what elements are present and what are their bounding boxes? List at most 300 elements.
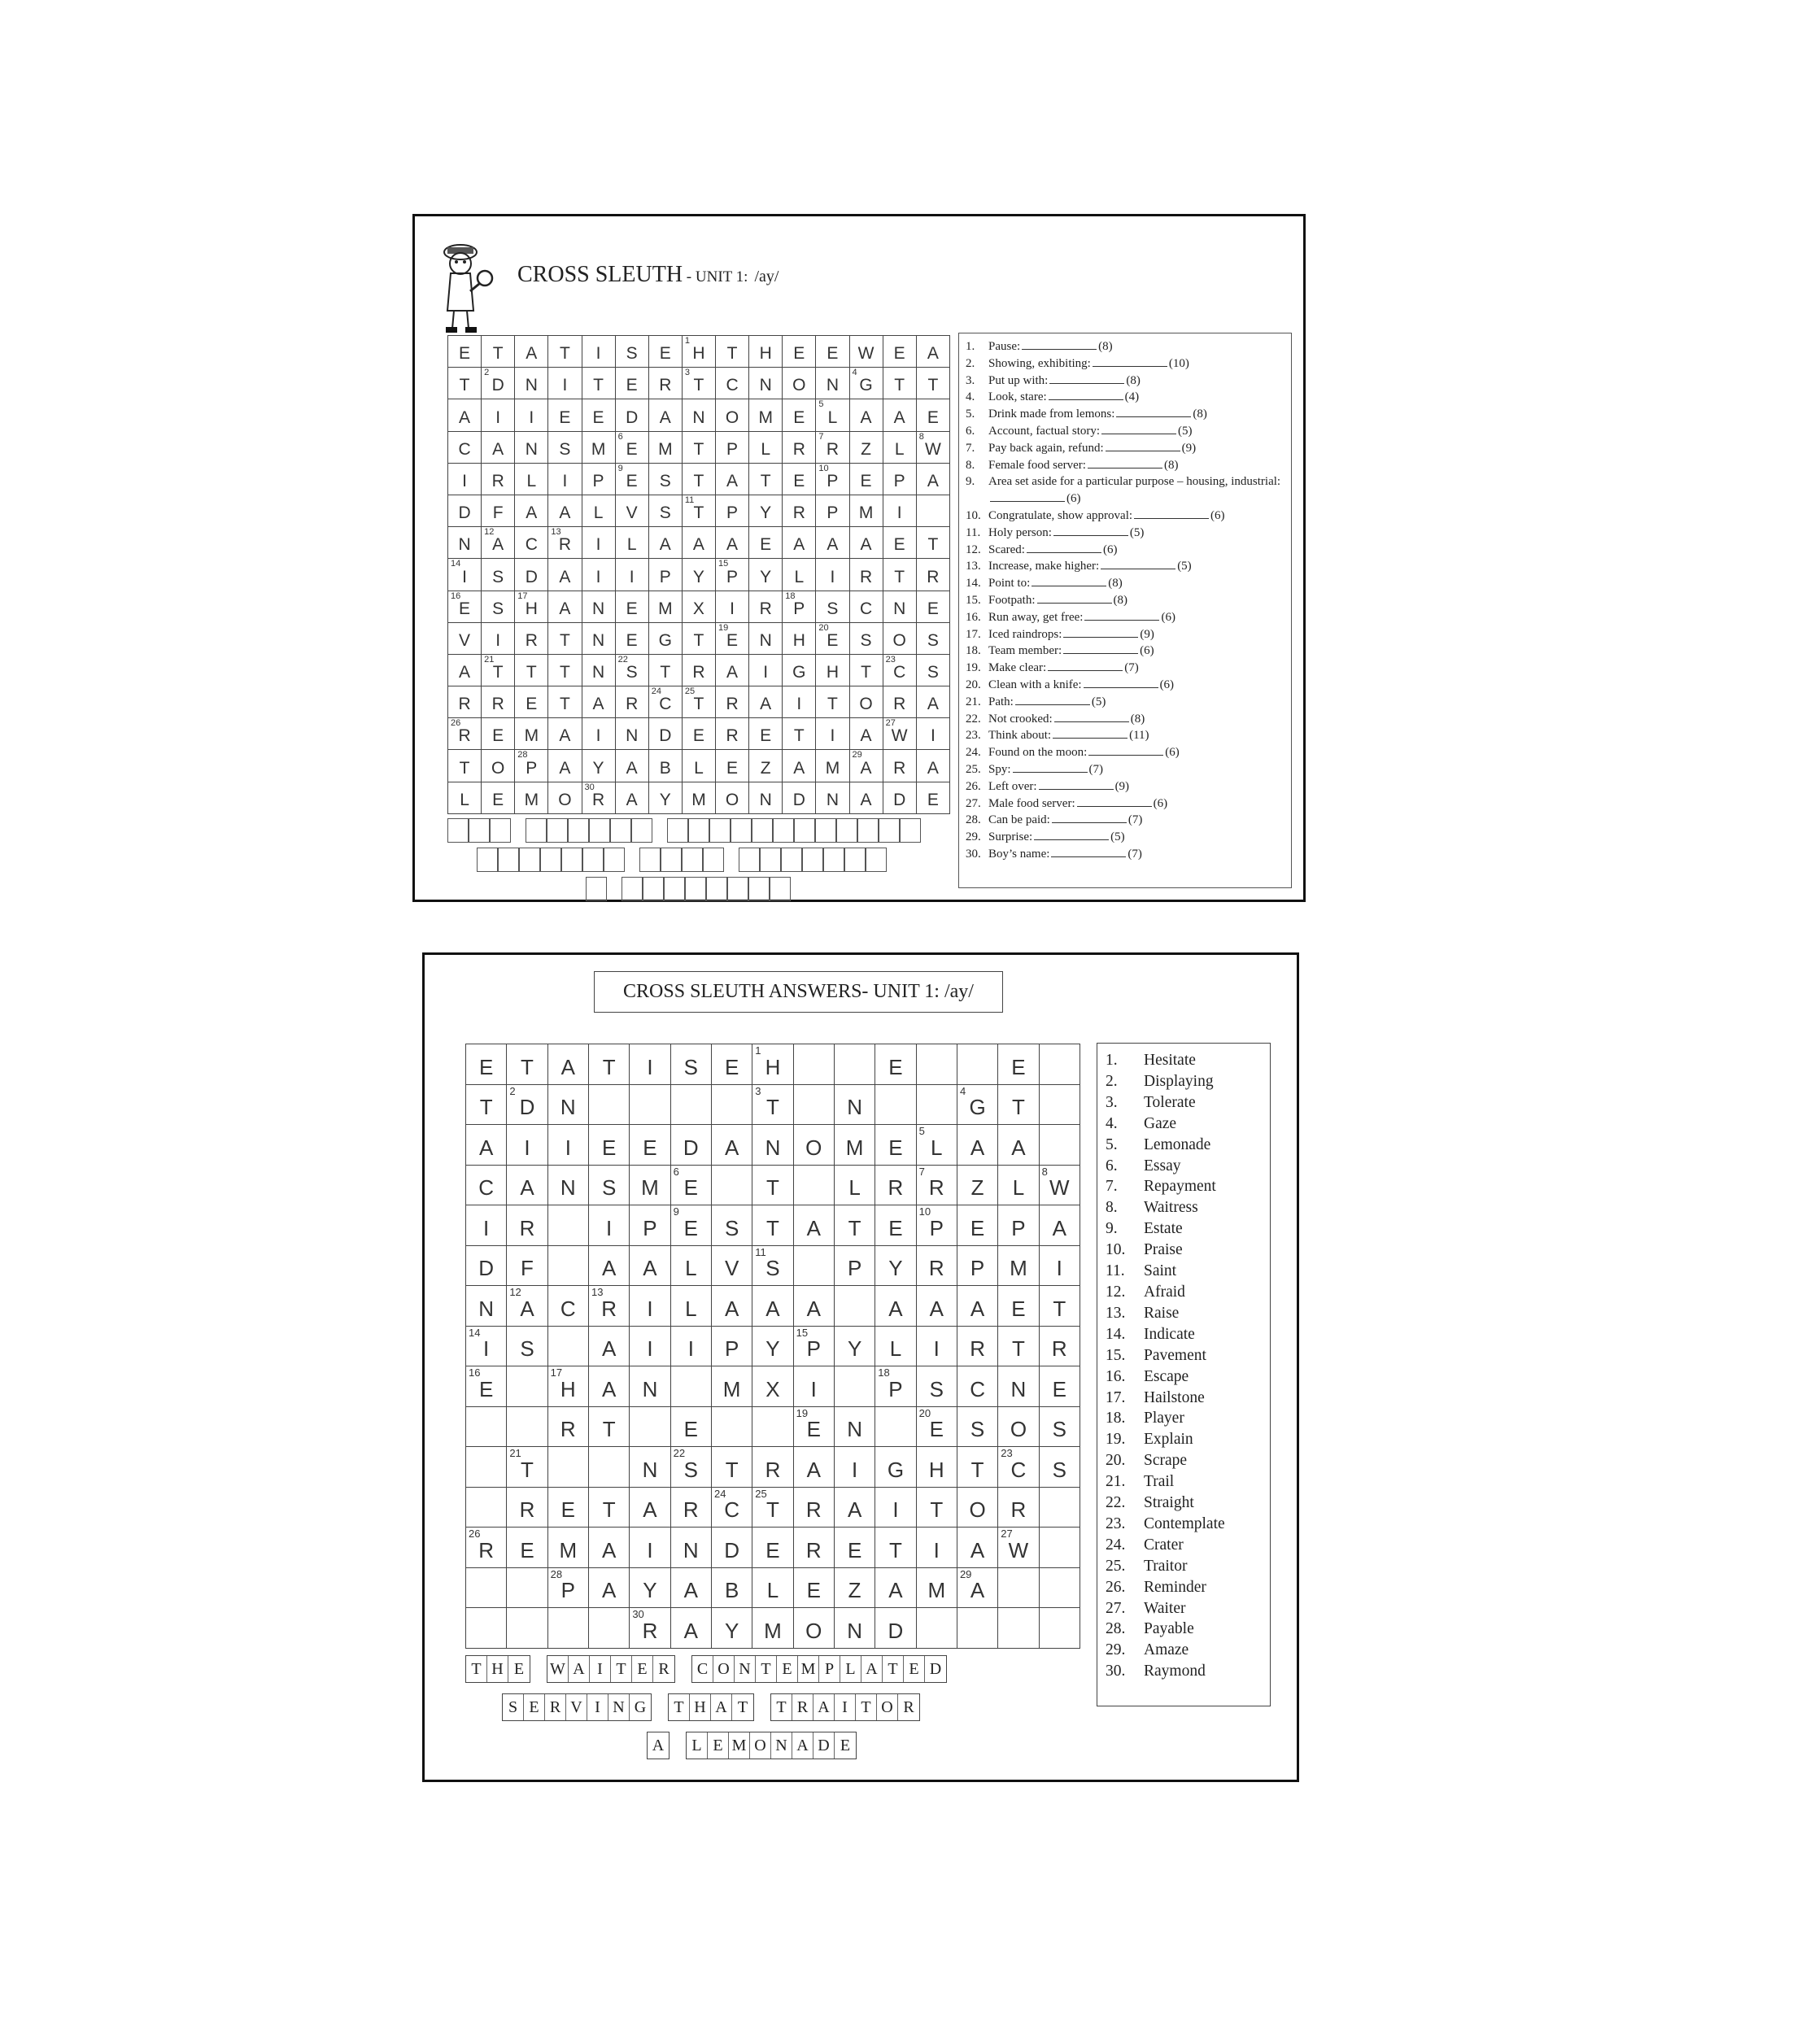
- grid-letter: C: [458, 439, 471, 459]
- answer-word: Escape: [1144, 1367, 1189, 1385]
- grid-cell: [752, 1084, 793, 1125]
- answer-letter-box[interactable]: [815, 818, 836, 843]
- answer-word: Hailstone: [1144, 1388, 1205, 1406]
- grid-cell: [783, 463, 816, 495]
- grid-letter: N: [1010, 1376, 1027, 1401]
- message-letter: P: [819, 1656, 840, 1682]
- clue-length: (9): [1181, 441, 1197, 455]
- grid-letter: S: [929, 1376, 944, 1401]
- answer-blank[interactable]: [1084, 677, 1158, 688]
- answer-blank[interactable]: [1037, 592, 1112, 604]
- answer-letter-box[interactable]: [477, 848, 498, 872]
- answer-blank[interactable]: [1027, 542, 1101, 553]
- grid-cell: [711, 1125, 752, 1166]
- grid-cell: [482, 399, 515, 431]
- answer-blank[interactable]: [1101, 423, 1176, 434]
- answer-blank[interactable]: [1049, 373, 1124, 384]
- answer-letter-box[interactable]: [561, 848, 582, 872]
- answer-letter-box[interactable]: [748, 877, 770, 901]
- answer-blank[interactable]: [1116, 406, 1191, 417]
- message-word: [465, 1655, 530, 1683]
- answer-blank[interactable]: [1063, 626, 1138, 638]
- grid-letter: C: [859, 599, 873, 618]
- grid-letter: T: [930, 1497, 944, 1523]
- puzzle-letter-grid: [447, 335, 950, 814]
- grid-letter: T: [1011, 1095, 1025, 1120]
- message-row-2: [502, 1693, 936, 1721]
- clue-length: (8): [1193, 407, 1207, 421]
- grid-cell: [883, 686, 916, 718]
- grid-row: [448, 686, 950, 718]
- answer-word: Explain: [1144, 1431, 1193, 1449]
- answer-letter-box[interactable]: [857, 818, 879, 843]
- grid-cell: [749, 782, 783, 813]
- answer-letter-box[interactable]: [879, 818, 900, 843]
- grid-cell: [834, 1286, 875, 1327]
- clue-number: 9: [673, 1205, 679, 1218]
- grid-letter: E: [626, 439, 638, 459]
- grid-cell: [582, 527, 615, 559]
- grid-letter: T: [521, 1054, 534, 1079]
- clue-item: [966, 338, 1285, 355]
- grid-letter: I: [529, 407, 534, 427]
- message-letter: A: [652, 1737, 665, 1754]
- answer-blank[interactable]: [990, 490, 1065, 502]
- grid-cell: [547, 1044, 588, 1085]
- answer-num: 9.: [1106, 1220, 1118, 1238]
- grid-letter: T: [693, 439, 704, 459]
- answer-letter-box[interactable]: [709, 818, 731, 843]
- grid-cell: [916, 654, 949, 686]
- grid-cell: [883, 782, 916, 813]
- grid-letter: T: [1011, 1336, 1025, 1362]
- answer-blank[interactable]: [1013, 761, 1088, 773]
- grid-letter: I: [495, 407, 501, 427]
- answer-letter-box[interactable]: [739, 848, 760, 872]
- grid-letter: P: [592, 471, 604, 490]
- answer-num: 5.: [1106, 1135, 1118, 1153]
- answer-item: [1106, 1114, 1262, 1135]
- grid-letter: A: [970, 1578, 985, 1603]
- grid-letter: C: [560, 1296, 576, 1321]
- grid-letter: P: [526, 758, 538, 778]
- grid-letter: I: [595, 726, 601, 746]
- clue-number: 6: [617, 431, 623, 442]
- grid-cell: [783, 368, 816, 399]
- grid-cell: [582, 463, 615, 495]
- grid-cell: [507, 1608, 547, 1649]
- grid-letter: I: [562, 471, 568, 490]
- answer-letter-box[interactable]: [706, 877, 727, 901]
- answer-num: 27.: [1106, 1599, 1126, 1617]
- grid-letter: S: [492, 599, 504, 618]
- answer-letter-box[interactable]: [540, 848, 561, 872]
- grid-letter: Z: [848, 1578, 861, 1603]
- answer-blank[interactable]: [1049, 389, 1123, 400]
- clue-number: 17: [517, 591, 528, 601]
- answer-num: 25.: [1106, 1557, 1126, 1575]
- grid-cell: [793, 1245, 834, 1286]
- grid-cell: [515, 654, 548, 686]
- answer-item: [1106, 1261, 1262, 1282]
- grid-cell: [630, 1447, 670, 1488]
- grid-cell: [783, 750, 816, 782]
- answer-item: [1106, 1661, 1262, 1682]
- clue-label: Female food server:: [988, 458, 1086, 472]
- grid-cell: [1039, 1447, 1080, 1488]
- answer-letter-box[interactable]: [866, 848, 887, 872]
- answer-letter-box[interactable]: [447, 818, 469, 843]
- message-letter: D: [929, 1660, 942, 1678]
- grid-letter: I: [647, 1296, 653, 1321]
- answer-letter-box[interactable]: [685, 877, 706, 901]
- answer-letter-box[interactable]: [802, 848, 823, 872]
- answer-word: Waitress: [1144, 1199, 1198, 1217]
- grid-cell: [1039, 1084, 1080, 1125]
- grid-letter: I: [565, 1135, 571, 1160]
- answer-letter-box[interactable]: [498, 848, 519, 872]
- answer-letter-box[interactable]: [622, 877, 643, 901]
- answer-letter-box[interactable]: [586, 877, 607, 901]
- grid-letter: I: [892, 1497, 899, 1523]
- grid-cell: [507, 1406, 547, 1447]
- answer-blank[interactable]: [1106, 440, 1180, 451]
- clue-label: Look, stare:: [988, 390, 1047, 404]
- answer-letter-box[interactable]: [667, 818, 688, 843]
- clue-num: 13.: [966, 560, 981, 573]
- answer-letter-box[interactable]: [547, 818, 568, 843]
- grid-cell: [749, 399, 783, 431]
- grid-cell: [916, 1487, 957, 1528]
- grid-letter: R: [683, 1497, 699, 1523]
- grid-cell: [630, 1286, 670, 1327]
- grid-cell: [883, 591, 916, 622]
- grid-letter: S: [765, 1256, 780, 1281]
- grid-letter: N: [847, 1417, 862, 1442]
- grid-letter: S: [659, 503, 671, 523]
- grid-letter: D: [491, 376, 504, 395]
- grid-letter: Y: [847, 1336, 862, 1362]
- answer-letter-box[interactable]: [688, 818, 709, 843]
- answer-letter-box[interactable]: [589, 818, 610, 843]
- clue-number: 21: [509, 1447, 521, 1460]
- grid-cell: [849, 622, 883, 654]
- grid-letter: A: [659, 407, 671, 427]
- grid-letter: L: [794, 567, 805, 586]
- grid-letter: T: [459, 376, 470, 395]
- answer-letter-box[interactable]: [760, 848, 781, 872]
- clue-number: 15: [718, 559, 729, 569]
- answer-letter-box[interactable]: [703, 848, 724, 872]
- grid-row: [448, 431, 950, 463]
- grid-cell: [749, 559, 783, 591]
- grid-cell: [1039, 1286, 1080, 1327]
- answer-num: 13.: [1106, 1304, 1126, 1322]
- clue-text: [988, 473, 1285, 508]
- answer-letter-box[interactable]: [752, 818, 773, 843]
- answer-letter-box[interactable]: [731, 818, 752, 843]
- grid-letter: A: [726, 535, 739, 555]
- grid-cell: [482, 591, 515, 622]
- grid-row: [466, 1487, 1080, 1528]
- grid-cell: [834, 1245, 875, 1286]
- grid-letter: D: [525, 567, 538, 586]
- grid-letter: T: [560, 695, 570, 714]
- message-letter: E: [513, 1660, 525, 1678]
- answer-blank[interactable]: [1088, 744, 1163, 756]
- answer-blank[interactable]: [1077, 795, 1152, 807]
- grid-letter: G: [859, 376, 873, 395]
- clue-text: [988, 355, 1285, 373]
- grid-cell: [752, 1608, 793, 1649]
- answer-letter-box[interactable]: [643, 877, 664, 901]
- grid-letter: C: [478, 1175, 495, 1201]
- clue-item: [966, 355, 1285, 373]
- grid-cell: [448, 750, 482, 782]
- grid-letter: Y: [643, 1578, 657, 1603]
- clue-text: [988, 423, 1285, 440]
- grid-cell: [816, 368, 849, 399]
- grid-letter: C: [659, 695, 672, 714]
- grid-cell: [630, 1406, 670, 1447]
- grid-letter: R: [970, 1336, 985, 1362]
- grid-letter: T: [602, 1417, 616, 1442]
- grid-letter: E: [927, 407, 939, 427]
- clue-label: Think about:: [988, 729, 1052, 743]
- grid-cell: [816, 559, 849, 591]
- grid-row: [466, 1447, 1080, 1488]
- grid-letter: A: [559, 567, 571, 586]
- answer-letter-box[interactable]: [631, 818, 652, 843]
- clue-label: Pay back again, refund:: [988, 441, 1104, 455]
- answer-blank[interactable]: [1052, 812, 1127, 823]
- message-word: [668, 1693, 754, 1721]
- grid-letter: S: [559, 439, 571, 459]
- clue-number: 28: [517, 750, 528, 761]
- grid-letter: E: [1011, 1054, 1026, 1079]
- clue-length: (7): [1127, 813, 1143, 827]
- grid-letter: T: [459, 758, 470, 778]
- answer-num: 23.: [1106, 1514, 1126, 1532]
- grid-row: [448, 368, 950, 399]
- grid-letter: I: [933, 1336, 940, 1362]
- answer-blank[interactable]: [1093, 355, 1167, 367]
- grid-letter: N: [683, 1537, 699, 1562]
- answer-num: 28.: [1106, 1620, 1126, 1638]
- clue-item: [966, 761, 1285, 778]
- clue-text: [988, 711, 1285, 728]
- answer-letter-box[interactable]: [661, 848, 682, 872]
- answer-letter-box[interactable]: [727, 877, 748, 901]
- grid-cell: [957, 1406, 997, 1447]
- answer-letter-box[interactable]: [900, 818, 921, 843]
- grid-cell: [883, 368, 916, 399]
- answer-letter-box[interactable]: [794, 818, 815, 843]
- grid-letter: N: [478, 1296, 495, 1321]
- grid-cell: [875, 1567, 916, 1608]
- answer-blank[interactable]: [1054, 711, 1129, 722]
- grid-cell: [482, 686, 515, 718]
- grid-row: [448, 527, 950, 559]
- grid-letter: I: [830, 567, 835, 586]
- grid-letter: N: [591, 663, 605, 682]
- grid-letter: R: [765, 1457, 781, 1482]
- grid-cell: [615, 718, 648, 750]
- answer-blank[interactable]: [1053, 525, 1128, 536]
- grid-letter: L: [1012, 1175, 1025, 1201]
- grid-cell: [682, 527, 715, 559]
- grid-cell: [515, 495, 548, 526]
- grid-letter: N: [692, 407, 705, 427]
- answer-blank[interactable]: [1034, 829, 1109, 840]
- grid-cell: [547, 1125, 588, 1166]
- grid-letter: T: [894, 376, 905, 395]
- grid-cell: [648, 718, 682, 750]
- grid-cell: [749, 463, 783, 495]
- grid-cell: [582, 336, 615, 368]
- clue-item: [966, 778, 1285, 795]
- clue-text: [988, 525, 1285, 542]
- answer-blank[interactable]: [1022, 338, 1097, 350]
- grid-cell: [816, 495, 849, 526]
- grid-letter: I: [462, 471, 467, 490]
- clue-length: (8): [1098, 340, 1113, 353]
- clue-item: [966, 508, 1285, 525]
- answer-letter-box[interactable]: [823, 848, 844, 872]
- answer-letter-box[interactable]: [770, 877, 791, 901]
- grid-letter: W: [891, 726, 908, 746]
- answer-blank[interactable]: [1015, 694, 1090, 705]
- grid-letter: T: [766, 1497, 779, 1523]
- grid-letter: A: [860, 407, 872, 427]
- answer-letter-box[interactable]: [844, 848, 866, 872]
- grid-cell: [648, 368, 682, 399]
- grid-cell: [998, 1528, 1039, 1568]
- answer-num: 12.: [1106, 1283, 1126, 1301]
- clue-text: [988, 727, 1285, 744]
- answer-letter-box[interactable]: [639, 848, 661, 872]
- clue-text: [988, 406, 1285, 423]
- clue-num: 10.: [966, 508, 981, 522]
- grid-cell: [849, 718, 883, 750]
- grid-cell: [749, 591, 783, 622]
- grid-cell: [615, 622, 648, 654]
- grid-letter: M: [722, 1376, 741, 1401]
- grid-cell: [588, 1567, 629, 1608]
- answer-blank[interactable]: [1134, 508, 1209, 519]
- grid-letter: S: [626, 663, 638, 682]
- grid-letter: R: [1010, 1497, 1027, 1523]
- answer-letter-box[interactable]: [604, 848, 625, 872]
- grid-cell: [630, 1245, 670, 1286]
- answer-blank[interactable]: [1032, 575, 1106, 586]
- grid-cell: [752, 1165, 793, 1205]
- grid-cell: [448, 654, 482, 686]
- clue-item: [966, 846, 1285, 863]
- grid-letter: N: [560, 1175, 576, 1201]
- clue-num: 9.: [966, 475, 975, 489]
- answer-letter-box[interactable]: [682, 848, 703, 872]
- grid-letter: P: [724, 1336, 739, 1362]
- answer-item: [1106, 1197, 1262, 1218]
- grid-letter: C: [726, 376, 739, 395]
- grid-cell: [547, 1366, 588, 1407]
- grid-letter: O: [725, 791, 739, 809]
- grid-cell: [849, 368, 883, 399]
- clue-label: Drink made from lemons:: [988, 407, 1115, 421]
- grid-cell: [793, 1125, 834, 1166]
- grid-cell: [749, 527, 783, 559]
- grid-cell: [588, 1084, 629, 1125]
- answer-letter-box[interactable]: [582, 848, 604, 872]
- grid-letter: R: [1051, 1336, 1067, 1362]
- grid-cell: [670, 1084, 711, 1125]
- answer-blank[interactable]: [1063, 643, 1138, 654]
- clue-item: [966, 558, 1285, 575]
- answer-item: [1106, 1156, 1262, 1177]
- grid-letter: E: [793, 344, 805, 364]
- answer-letter-box[interactable]: [610, 818, 631, 843]
- answer-word: Raise: [1144, 1304, 1180, 1322]
- answer-letter-box[interactable]: [526, 818, 547, 843]
- grid-letter: M: [858, 503, 874, 523]
- clue-label: Boy’s name:: [988, 847, 1050, 861]
- clue-length: (7): [1124, 661, 1139, 675]
- clue-text: [988, 373, 1285, 390]
- answer-num: 7.: [1106, 1178, 1118, 1196]
- answer-blank[interactable]: [1048, 660, 1123, 671]
- answer-blank[interactable]: [1101, 558, 1175, 569]
- clue-text: [988, 592, 1285, 609]
- grid-cell: [547, 1528, 588, 1568]
- answer-letter-box[interactable]: [781, 848, 802, 872]
- grid-cell: [648, 559, 682, 591]
- grid-letter: R: [491, 695, 504, 714]
- clue-item: [966, 525, 1285, 542]
- clue-label: Surprise:: [988, 830, 1033, 844]
- answer-letter-box[interactable]: [568, 818, 589, 843]
- answer-blank[interactable]: [1084, 609, 1159, 621]
- answer-boxes-row-3: [586, 877, 805, 901]
- grid-cell: [793, 1447, 834, 1488]
- answer-blank[interactable]: [1051, 846, 1126, 857]
- answer-letter-box[interactable]: [519, 848, 540, 872]
- grid-letter: E: [1011, 1296, 1026, 1321]
- answer-letter-box[interactable]: [773, 818, 794, 843]
- grid-letter: A: [692, 535, 704, 555]
- grid-cell: [582, 750, 615, 782]
- answer-letter-box[interactable]: [490, 818, 511, 843]
- clue-label: Pause:: [988, 340, 1021, 353]
- clue-label: Iced raindrops:: [988, 627, 1062, 641]
- clue-item: [966, 457, 1285, 474]
- clue-number: 14: [451, 559, 461, 569]
- answer-blank[interactable]: [1039, 778, 1114, 790]
- grid-cell: [448, 718, 482, 750]
- clue-num: 7.: [966, 441, 975, 455]
- answer-letter-box[interactable]: [469, 818, 490, 843]
- answer-blank[interactable]: [1088, 457, 1162, 469]
- grid-cell: [582, 782, 615, 813]
- clue-number: 3: [755, 1084, 761, 1097]
- grid-letter: E: [893, 535, 905, 555]
- answer-letter-box[interactable]: [664, 877, 685, 901]
- answer-word: Saint: [1144, 1262, 1177, 1280]
- answer-letter-box[interactable]: [836, 818, 857, 843]
- clue-item: [966, 575, 1285, 592]
- answer-blank[interactable]: [1053, 727, 1127, 739]
- grid-letter: I: [796, 695, 802, 714]
